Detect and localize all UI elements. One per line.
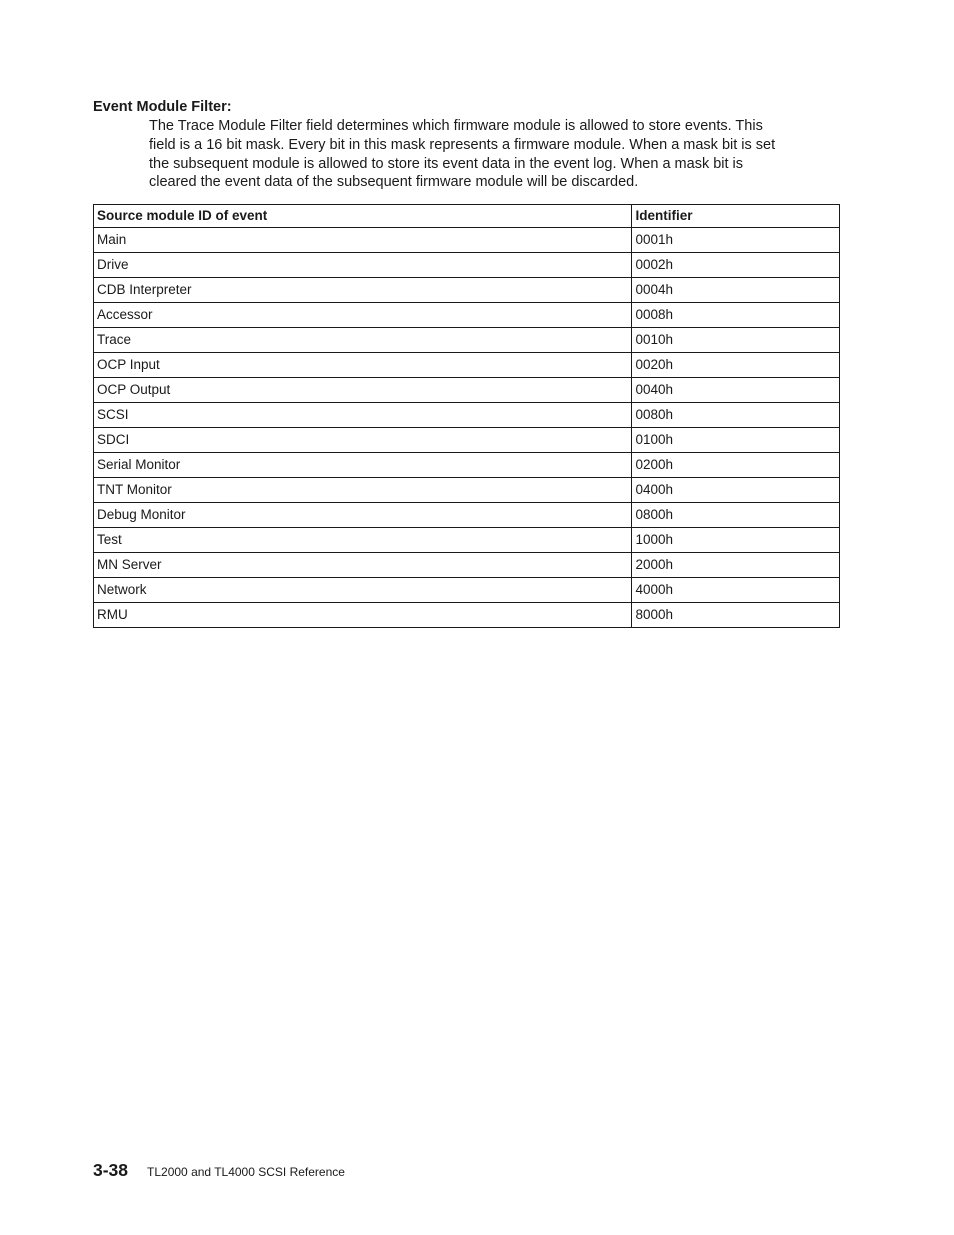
table-row	[94, 403, 840, 428]
table-row	[94, 503, 840, 528]
cell-source-module: OCP Output	[94, 378, 632, 403]
description-line: the subsequent module is allowed to store its event data in the event log. When a mask bit is	[149, 155, 744, 172]
cell-identifier: 2000h	[632, 553, 840, 578]
module-identifier-table	[93, 204, 840, 628]
cell-source-module: CDB Interpreter	[94, 278, 632, 303]
cell-identifier: 0001h	[632, 228, 840, 253]
cell-source-module: Drive	[94, 253, 632, 278]
cell-source-module: Accessor	[94, 303, 632, 328]
cell-source-module: MN Server	[94, 553, 632, 578]
page-number: 3-38	[93, 1160, 129, 1180]
page-footer	[93, 1160, 345, 1181]
cell-identifier: 0400h	[632, 478, 840, 503]
table-row	[94, 528, 840, 553]
cell-identifier: 8000h	[632, 603, 840, 628]
table-row	[94, 478, 840, 503]
table-row	[94, 328, 840, 353]
table-row	[94, 278, 840, 303]
cell-source-module: Debug Monitor	[94, 503, 632, 528]
cell-identifier: 0080h	[632, 403, 840, 428]
description-line: cleared the event data of the subsequent firmware module will be discarded.	[149, 174, 639, 191]
cell-identifier: 0008h	[632, 303, 840, 328]
table-row	[94, 603, 840, 628]
table-row	[94, 378, 840, 403]
table-header-row	[94, 205, 840, 228]
cell-identifier: 0004h	[632, 278, 840, 303]
cell-source-module: Serial Monitor	[94, 453, 632, 478]
cell-source-module: OCP Input	[94, 353, 632, 378]
cell-source-module: Test	[94, 528, 632, 553]
table-row	[94, 428, 840, 453]
table-row	[94, 453, 840, 478]
cell-source-module: SCSI	[94, 403, 632, 428]
cell-identifier: 0020h	[632, 353, 840, 378]
cell-source-module: SDCI	[94, 428, 632, 453]
cell-identifier: 0010h	[632, 328, 840, 353]
table-row	[94, 578, 840, 603]
cell-identifier: 0200h	[632, 453, 840, 478]
cell-source-module: Trace	[94, 328, 632, 353]
cell-source-module: Network	[94, 578, 632, 603]
document-title: TL2000 and TL4000 SCSI Reference	[147, 1165, 345, 1179]
description-line: field is a 16 bit mask. Every bit in this mask represents a firmware module. When a mask bit is set	[149, 136, 776, 153]
cell-source-module: RMU	[94, 603, 632, 628]
section-heading: Event Module Filter:	[93, 99, 232, 115]
cell-identifier: 0800h	[632, 503, 840, 528]
table-row	[94, 253, 840, 278]
cell-identifier: 1000h	[632, 528, 840, 553]
header-source-module: Source module ID of event	[94, 205, 632, 228]
table-row	[94, 228, 840, 253]
table-row	[94, 353, 840, 378]
table-body	[94, 228, 840, 628]
cell-identifier: 0100h	[632, 428, 840, 453]
section-description	[149, 117, 849, 192]
table-row	[94, 303, 840, 328]
cell-identifier: 0002h	[632, 253, 840, 278]
cell-identifier: 0040h	[632, 378, 840, 403]
cell-source-module: Main	[94, 228, 632, 253]
description-line: The Trace Module Filter field determines which firmware module is allowed to store events. This	[149, 118, 763, 134]
table-row	[94, 553, 840, 578]
cell-identifier: 4000h	[632, 578, 840, 603]
header-identifier: Identifier	[632, 205, 840, 228]
cell-source-module: TNT Monitor	[94, 478, 632, 503]
